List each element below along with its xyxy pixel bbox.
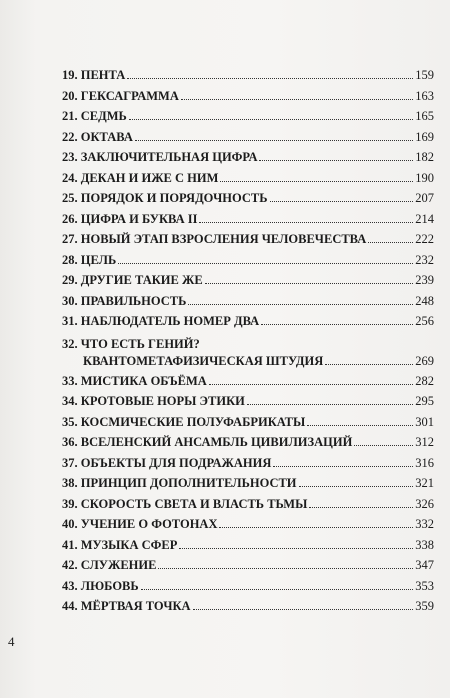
toc-entry-page: 295 (415, 394, 434, 408)
toc-entry-page: 182 (415, 150, 434, 164)
dot-leader (205, 283, 414, 284)
toc-entry-title: 42. СЛУЖЕНИЕ (62, 558, 157, 572)
toc-entry (62, 497, 434, 518)
dot-leader (179, 548, 413, 549)
toc-entry-title-continued: КВАНТОМЕТАФИЗИЧЕСКАЯ ШТУДИЯ (83, 353, 324, 368)
toc-entry (62, 294, 434, 315)
toc-entry-title: 30. ПРАВИЛЬНОСТЬ (62, 293, 187, 308)
toc-list-before (62, 68, 434, 335)
dot-leader (199, 222, 413, 223)
toc-entry-title: 38. ПРИНЦИП ДОПОЛНИТЕЛЬНОСТИ (62, 476, 297, 490)
toc-entry-page: 239 (415, 273, 434, 287)
dot-leader (209, 384, 413, 385)
toc-entry-title: 40. УЧЕНИЕ О ФОТОНАХ (62, 517, 218, 531)
dot-leader (135, 140, 413, 141)
dot-leader (219, 527, 413, 528)
toc-entry (62, 517, 434, 538)
toc-entry (62, 394, 434, 415)
toc-entry-title: 21. СЕДМЬ (62, 109, 127, 123)
toc-entry-title: 33. МИСТИКА ОБЪЁМА (62, 373, 207, 388)
toc-entry (62, 253, 434, 274)
toc-entry-title: 24. ДЕКАН И ИЖЕ С НИМ (62, 170, 219, 185)
toc-entry-title: 39. СКОРОСТЬ СВЕТА И ВЛАСТЬ ТЬМЫ (62, 496, 308, 511)
toc-entry (62, 579, 434, 600)
toc-entry-page: 248 (415, 293, 434, 308)
dot-leader (309, 507, 413, 508)
dot-leader (247, 404, 413, 405)
toc-entry-title: 44. МЁРТВАЯ ТОЧКА (62, 599, 191, 613)
dot-leader (307, 425, 413, 426)
toc-entry-title: 34. КРОТОВЫЕ НОРЫ ЭТИКИ (62, 394, 245, 408)
dot-leader (127, 78, 413, 79)
toc-entry-page: 321 (415, 476, 434, 490)
toc-entry-title: 35. КОСМИЧЕСКИЕ ПОЛУФАБРИКАТЫ (62, 414, 306, 429)
toc-entry-page: 163 (415, 88, 434, 103)
toc-list-after (62, 374, 434, 620)
toc-entry-page: 282 (415, 373, 434, 388)
toc-entry (62, 599, 434, 620)
dot-leader (129, 119, 413, 120)
toc-entry (62, 435, 434, 456)
toc-entry-title: 27. НОВЫЙ ЭТАП ВЗРОСЛЕНИЯ ЧЕЛОВЕЧЕСТВА (62, 232, 367, 246)
toc-entry-page: 332 (415, 517, 434, 531)
toc-entry (62, 171, 434, 192)
toc-entry-page: 207 (415, 191, 434, 205)
toc-entry-page: 232 (415, 252, 434, 267)
toc-entry-page: 316 (415, 455, 434, 470)
dot-leader (261, 324, 413, 325)
toc-entry (62, 130, 434, 151)
toc-entry-title: 26. ЦИФРА И БУКВА II (62, 211, 198, 226)
toc-entry-page: 214 (415, 211, 434, 226)
toc-entry (62, 232, 434, 253)
table-of-contents (62, 68, 434, 620)
toc-entry-page: 169 (415, 129, 434, 144)
toc-entry-page: 159 (415, 68, 434, 82)
dot-leader (188, 304, 413, 305)
toc-entry-page: 326 (415, 496, 434, 511)
toc-entry-title: 20. ГЕКСАГРАММА (62, 88, 179, 103)
dot-leader (354, 445, 413, 446)
toc-entry-title: 29. ДРУГИЕ ТАКИЕ ЖЕ (62, 273, 203, 287)
toc-entry-page: 256 (415, 314, 434, 328)
toc-entry-page: 190 (415, 170, 434, 185)
toc-entry (62, 374, 434, 395)
dot-leader (368, 242, 413, 243)
toc-entry-title: 41. МУЗЫКА СФЕР (62, 537, 178, 552)
toc-entry (62, 415, 434, 436)
toc-entry-title: 19. ПЕНТА (62, 68, 126, 82)
toc-entry-title: 32. ЧТО ЕСТЬ ГЕНИЙ? (62, 336, 200, 351)
toc-entry (62, 314, 434, 335)
dot-leader (273, 466, 413, 467)
dot-leader (193, 609, 414, 610)
toc-entry (62, 558, 434, 579)
toc-entry-title: 31. НАБЛЮДАТЕЛЬ НОМЕР ДВА (62, 314, 260, 328)
toc-entry-page: 312 (415, 435, 434, 449)
toc-entry (62, 109, 434, 130)
toc-entry-title: 43. ЛЮБОВЬ (62, 578, 139, 593)
dot-leader (325, 364, 413, 365)
toc-entry (62, 273, 434, 294)
toc-entry-page: 269 (415, 353, 434, 368)
toc-entry (62, 68, 434, 89)
toc-entry-page: 338 (415, 537, 434, 552)
toc-entry (62, 89, 434, 110)
toc-entry-page: 353 (415, 578, 434, 593)
toc-entry-page: 222 (415, 232, 434, 246)
dot-leader (220, 181, 413, 182)
dot-leader (259, 160, 413, 161)
dot-leader (270, 201, 414, 202)
toc-entry (62, 538, 434, 559)
dot-leader (141, 589, 414, 590)
dot-leader (181, 99, 413, 100)
page-number: 4 (8, 634, 15, 649)
toc-entry-32 (62, 335, 434, 374)
toc-entry-page: 347 (415, 558, 434, 572)
dot-leader (158, 568, 413, 569)
dot-leader (299, 486, 414, 487)
toc-entry-page: 359 (415, 599, 434, 613)
toc-entry (62, 456, 434, 477)
toc-entry-title: 22. ОКТАВА (62, 129, 133, 144)
toc-entry-page: 165 (415, 109, 434, 123)
toc-entry-title: 37. ОБЪЕКТЫ ДЛЯ ПОДРАЖАНИЯ (62, 455, 272, 470)
toc-entry-title: 25. ПОРЯДОК И ПОРЯДОЧНОСТЬ (62, 191, 268, 205)
toc-entry-title: 36. ВСЕЛЕНСКИЙ АНСАМБЛЬ ЦИВИЛИЗАЦИЙ (62, 435, 353, 449)
toc-entry (62, 212, 434, 233)
toc-entry-page: 301 (415, 414, 434, 429)
toc-entry-title: 23. ЗАКЛЮЧИТЕЛЬНАЯ ЦИФРА (62, 150, 258, 164)
toc-entry (62, 476, 434, 497)
toc-entry-title: 28. ЦЕЛЬ (62, 252, 117, 267)
dot-leader (118, 263, 413, 264)
toc-entry (62, 191, 434, 212)
toc-entry (62, 150, 434, 171)
